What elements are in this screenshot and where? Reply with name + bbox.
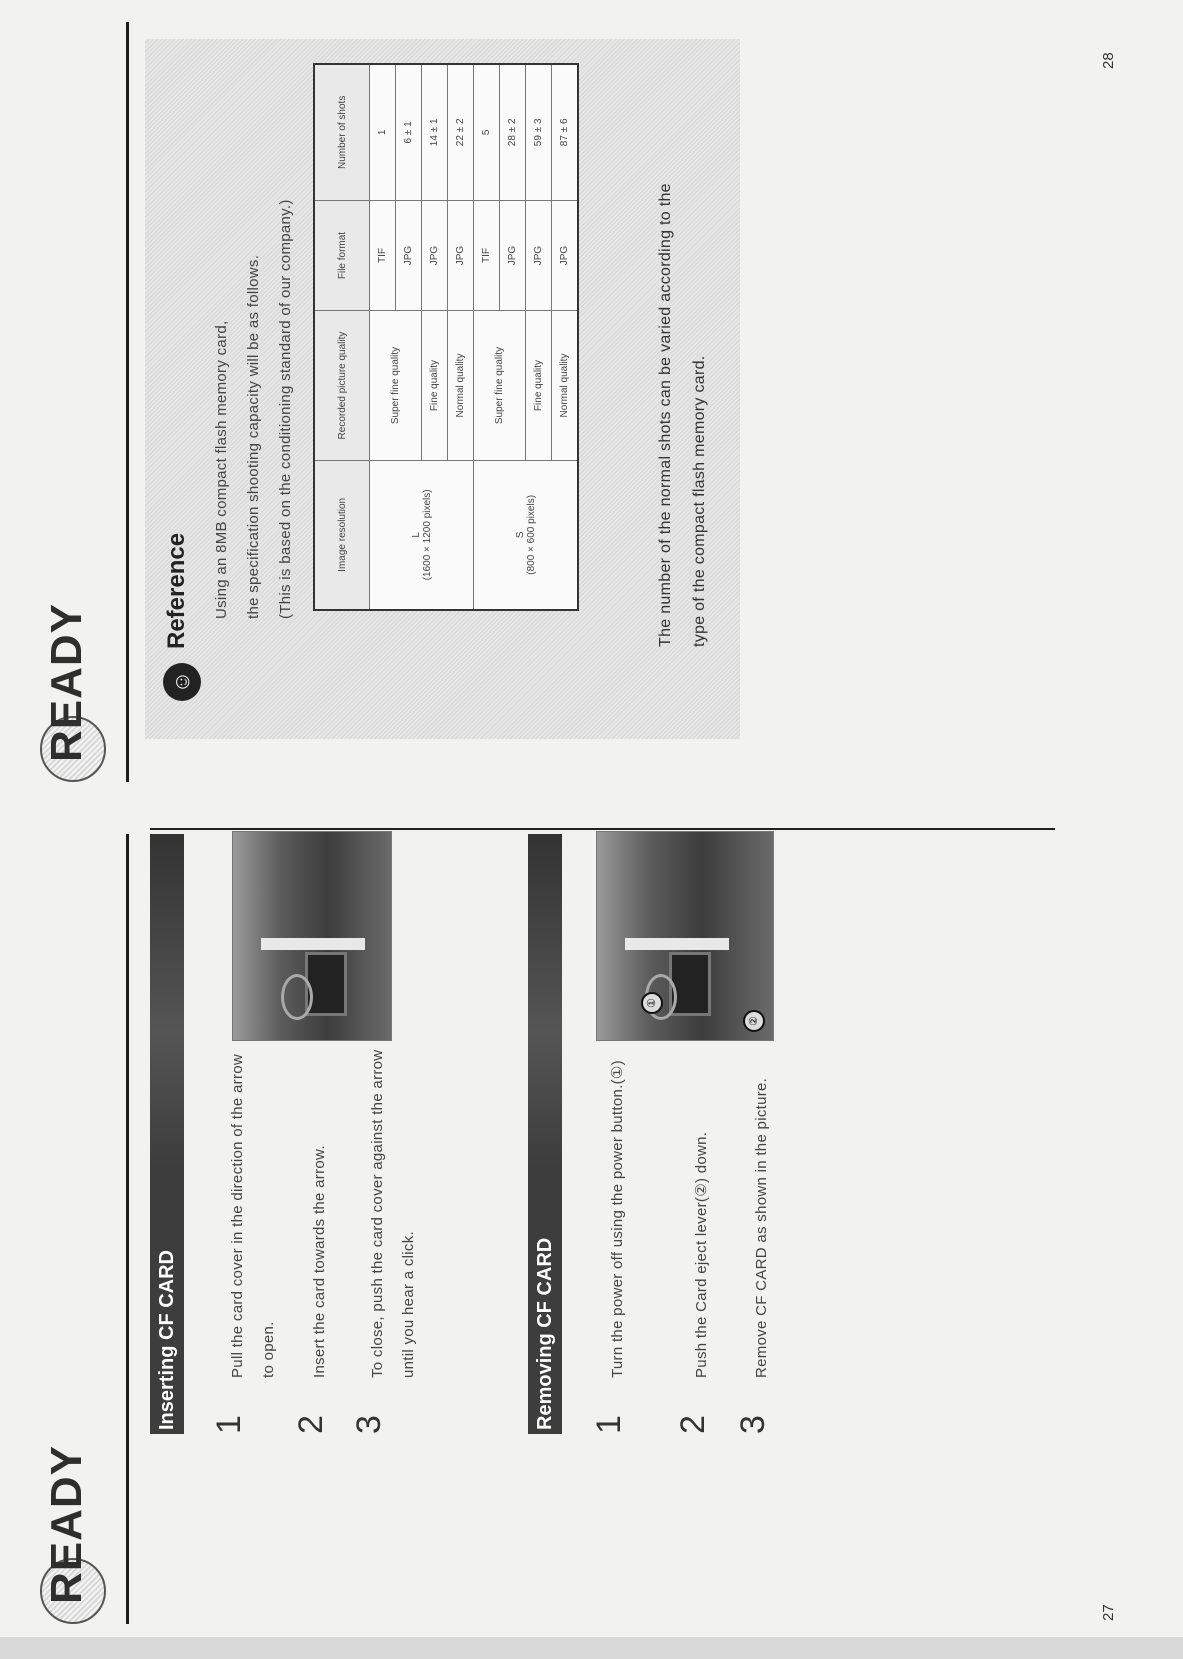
shots-cell: 28 ± 2 [500, 64, 526, 200]
eject-lever-marker: ② [743, 1010, 765, 1032]
step-number: 1 [590, 1415, 628, 1434]
step-number: 1 [210, 1415, 248, 1434]
power-button-marker: ① [641, 992, 663, 1014]
step-number: 3 [350, 1415, 388, 1434]
format-cell: JPG [526, 200, 552, 311]
format-cell: JPG [552, 200, 579, 311]
reference-note-line: The number of the normal shots can be varied according to the [657, 183, 674, 647]
capacity-table [313, 63, 579, 611]
shots-cell: 87 ± 6 [552, 64, 579, 200]
section-removing-header [528, 834, 562, 1434]
quality-cell: Super fine quality [474, 311, 526, 460]
step-line: Turn the power off using the power button.(①) [609, 1060, 626, 1378]
logo-text: READY [42, 1444, 91, 1604]
step-line: Insert the card towards the arrow. [311, 1145, 328, 1378]
header-rule [126, 834, 129, 1624]
logo-text: READY [42, 602, 91, 762]
page-number-left: 27 [1100, 1604, 1117, 1621]
format-cell: TIF [370, 200, 396, 311]
shots-cell: 22 ± 2 [448, 64, 474, 200]
section-removing-title: Removing CF CARD [534, 1237, 556, 1430]
format-cell: JPG [448, 200, 474, 311]
step-line: Remove CF CARD as shown in the picture. [753, 1077, 770, 1378]
page-28 [0, 0, 1183, 829]
reference-intro-line: (This is based on the conditioning standard of our company.) [277, 199, 294, 619]
header-rule [126, 22, 129, 782]
quality-cell: Super fine quality [370, 311, 422, 460]
table-row [370, 64, 396, 610]
format-cell: JPG [500, 200, 526, 311]
resolution-pixels: (800 × 600 pixels) [525, 494, 537, 575]
ready-logo [40, 602, 104, 782]
shots-cell: 6 ± 1 [396, 64, 422, 200]
reference-intro-line: Using an 8MB compact flash memory card, [213, 320, 230, 619]
quality-cell: Fine quality [526, 311, 552, 460]
reference-title: Reference [163, 532, 190, 649]
page-27 [0, 830, 1183, 1659]
header-format: File format [314, 200, 370, 311]
remove-card-photo [596, 831, 774, 1041]
resolution-cell [370, 460, 474, 610]
format-cell: JPG [396, 200, 422, 311]
quality-cell: Fine quality [422, 311, 448, 460]
shots-cell: 5 [474, 64, 500, 200]
step-number: 3 [734, 1415, 772, 1434]
step-line: until you hear a click. [400, 1231, 417, 1378]
reference-note-line: type of the compact flash memory card. [691, 355, 708, 647]
camera-dial [281, 974, 313, 1020]
resolution-label: S [514, 531, 526, 539]
header-quality: Recorded picture quality [314, 311, 370, 460]
reference-intro-line: the specification shooting capacity will be as follows. [245, 254, 262, 619]
table-header-row [314, 64, 370, 610]
shots-cell: 1 [370, 64, 396, 200]
shots-cell: 14 ± 1 [422, 64, 448, 200]
section-inserting-header [150, 834, 184, 1434]
resolution-pixels: (1600 × 1200 pixels) [421, 489, 433, 581]
table-row [474, 64, 500, 610]
step-line: Push the Card eject lever(②) down. [693, 1131, 710, 1378]
reference-box [145, 39, 740, 739]
header-resolution: Image resolution [314, 460, 370, 610]
page-number-right: 28 [1100, 52, 1117, 69]
format-cell: TIF [474, 200, 500, 311]
header-shots: Number of shots [314, 64, 370, 200]
smiley-icon: ☺ [163, 663, 201, 701]
resolution-label: L [410, 532, 422, 538]
section-inserting-title: Inserting CF CARD [156, 1250, 178, 1430]
quality-cell: Normal quality [448, 311, 474, 460]
ready-logo [40, 1444, 104, 1624]
insert-card-photo [232, 831, 392, 1041]
step-line: To close, push the card cover against the arrow [369, 1049, 386, 1378]
quality-cell: Normal quality [552, 311, 579, 460]
step-line: to open. [260, 1321, 277, 1378]
format-cell: JPG [422, 200, 448, 311]
step-number: 2 [292, 1415, 330, 1434]
card-slot [261, 938, 365, 950]
step-line: Pull the card cover in the direction of the arrow [229, 1053, 246, 1378]
card-slot [625, 938, 729, 950]
shots-cell: 59 ± 3 [526, 64, 552, 200]
step-number: 2 [674, 1415, 712, 1434]
resolution-cell [474, 460, 579, 610]
